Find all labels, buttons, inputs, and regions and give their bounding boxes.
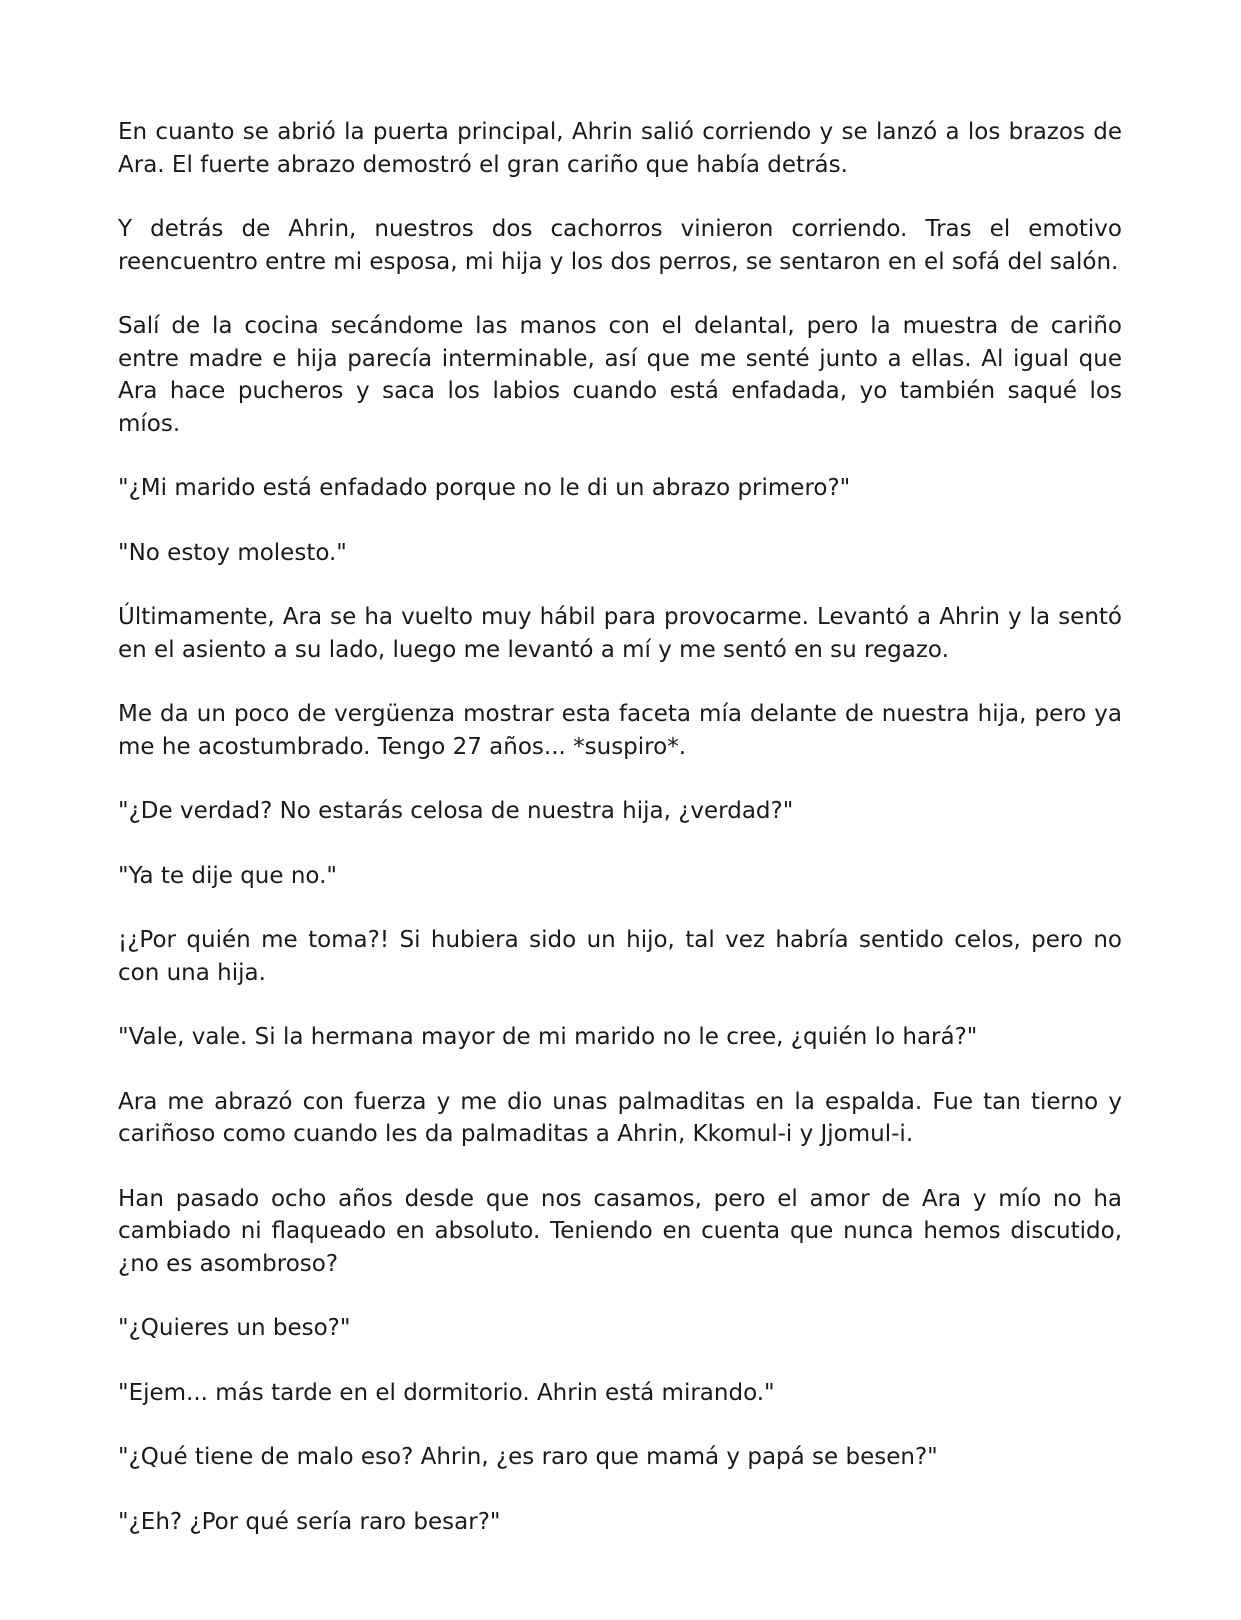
paragraph: ¡¿Por quién me toma?! Si hubiera sido un hijo, tal vez habría sentido celos, pero no con una hija.	[118, 927, 1122, 986]
document-page	[118, 116, 1122, 1538]
paragraph: Me da un poco de vergüenza mostrar esta faceta mía delante de nuestra hija, pero ya me he acostumbrado. Tengo 27 años... *suspiro*.	[118, 701, 1122, 760]
paragraph: Han pasado ocho años desde que nos casamos, pero el amor de Ara y mío no ha cambiado ni flaqueado en absoluto. Teniendo en cuenta que nunca hemos discutido, ¿no es asombroso?	[118, 1185, 1122, 1277]
paragraph: Y detrás de Ahrin, nuestros dos cachorros vinieron corriendo. Tras el emotivo reencuentro entre mi esposa, mi hija y los dos perros, se sentaron en el sofá del salón.	[118, 216, 1122, 275]
dialogue-line: "¿Mi marido está enfadado porque no le di un abrazo primero?"	[118, 475, 851, 501]
paragraph: En cuanto se abrió la puerta principal, Ahrin salió corriendo y se lanzó a los brazos de Ara. El fuerte abrazo demostró el gran cariño que había detrás.	[118, 119, 1122, 178]
dialogue-line: "¿Eh? ¿Por qué sería raro besar?"	[118, 1508, 501, 1535]
dialogue-line: "No estoy molesto."	[118, 539, 347, 566]
paragraph: Salí de la cocina secándome las manos con el delantal, pero la muestra de cariño entre madre e hija parecía interminable, así que me senté junto a ellas. Al igual que Ara hace pucheros y saca los labios cuando está enfadada, yo también saqué los míos.	[118, 313, 1122, 437]
dialogue-line: "Ya te dije que no."	[118, 862, 337, 889]
paragraph: Últimamente, Ara se ha vuelto muy hábil para provocarme. Levantó a Ahrin y la sentó en el asiento a su lado, luego me levantó a mí y me sentó en su regazo.	[118, 604, 1122, 663]
paragraph: Ara me abrazó con fuerza y me dio unas palmaditas en la espalda. Fue tan tierno y cariñoso como cuando les da palmaditas a Ahrin, Kkomul-i y Jjomul-i.	[118, 1088, 1122, 1147]
dialogue-line: "Ejem... más tarde en el dormitorio. Ahrin está mirando."	[118, 1379, 775, 1406]
dialogue-line: "¿De verdad? No estarás celosa de nuestra hija, ¿verdad?"	[118, 798, 794, 824]
dialogue-line: "¿Quieres un beso?"	[118, 1315, 351, 1341]
dialogue-line: "¿Qué tiene de malo eso? Ahrin, ¿es raro que mamá y papá se besen?"	[118, 1444, 938, 1470]
dialogue-line: "Vale, vale. Si la hermana mayor de mi marido no le cree, ¿quién lo hará?"	[118, 1024, 978, 1050]
